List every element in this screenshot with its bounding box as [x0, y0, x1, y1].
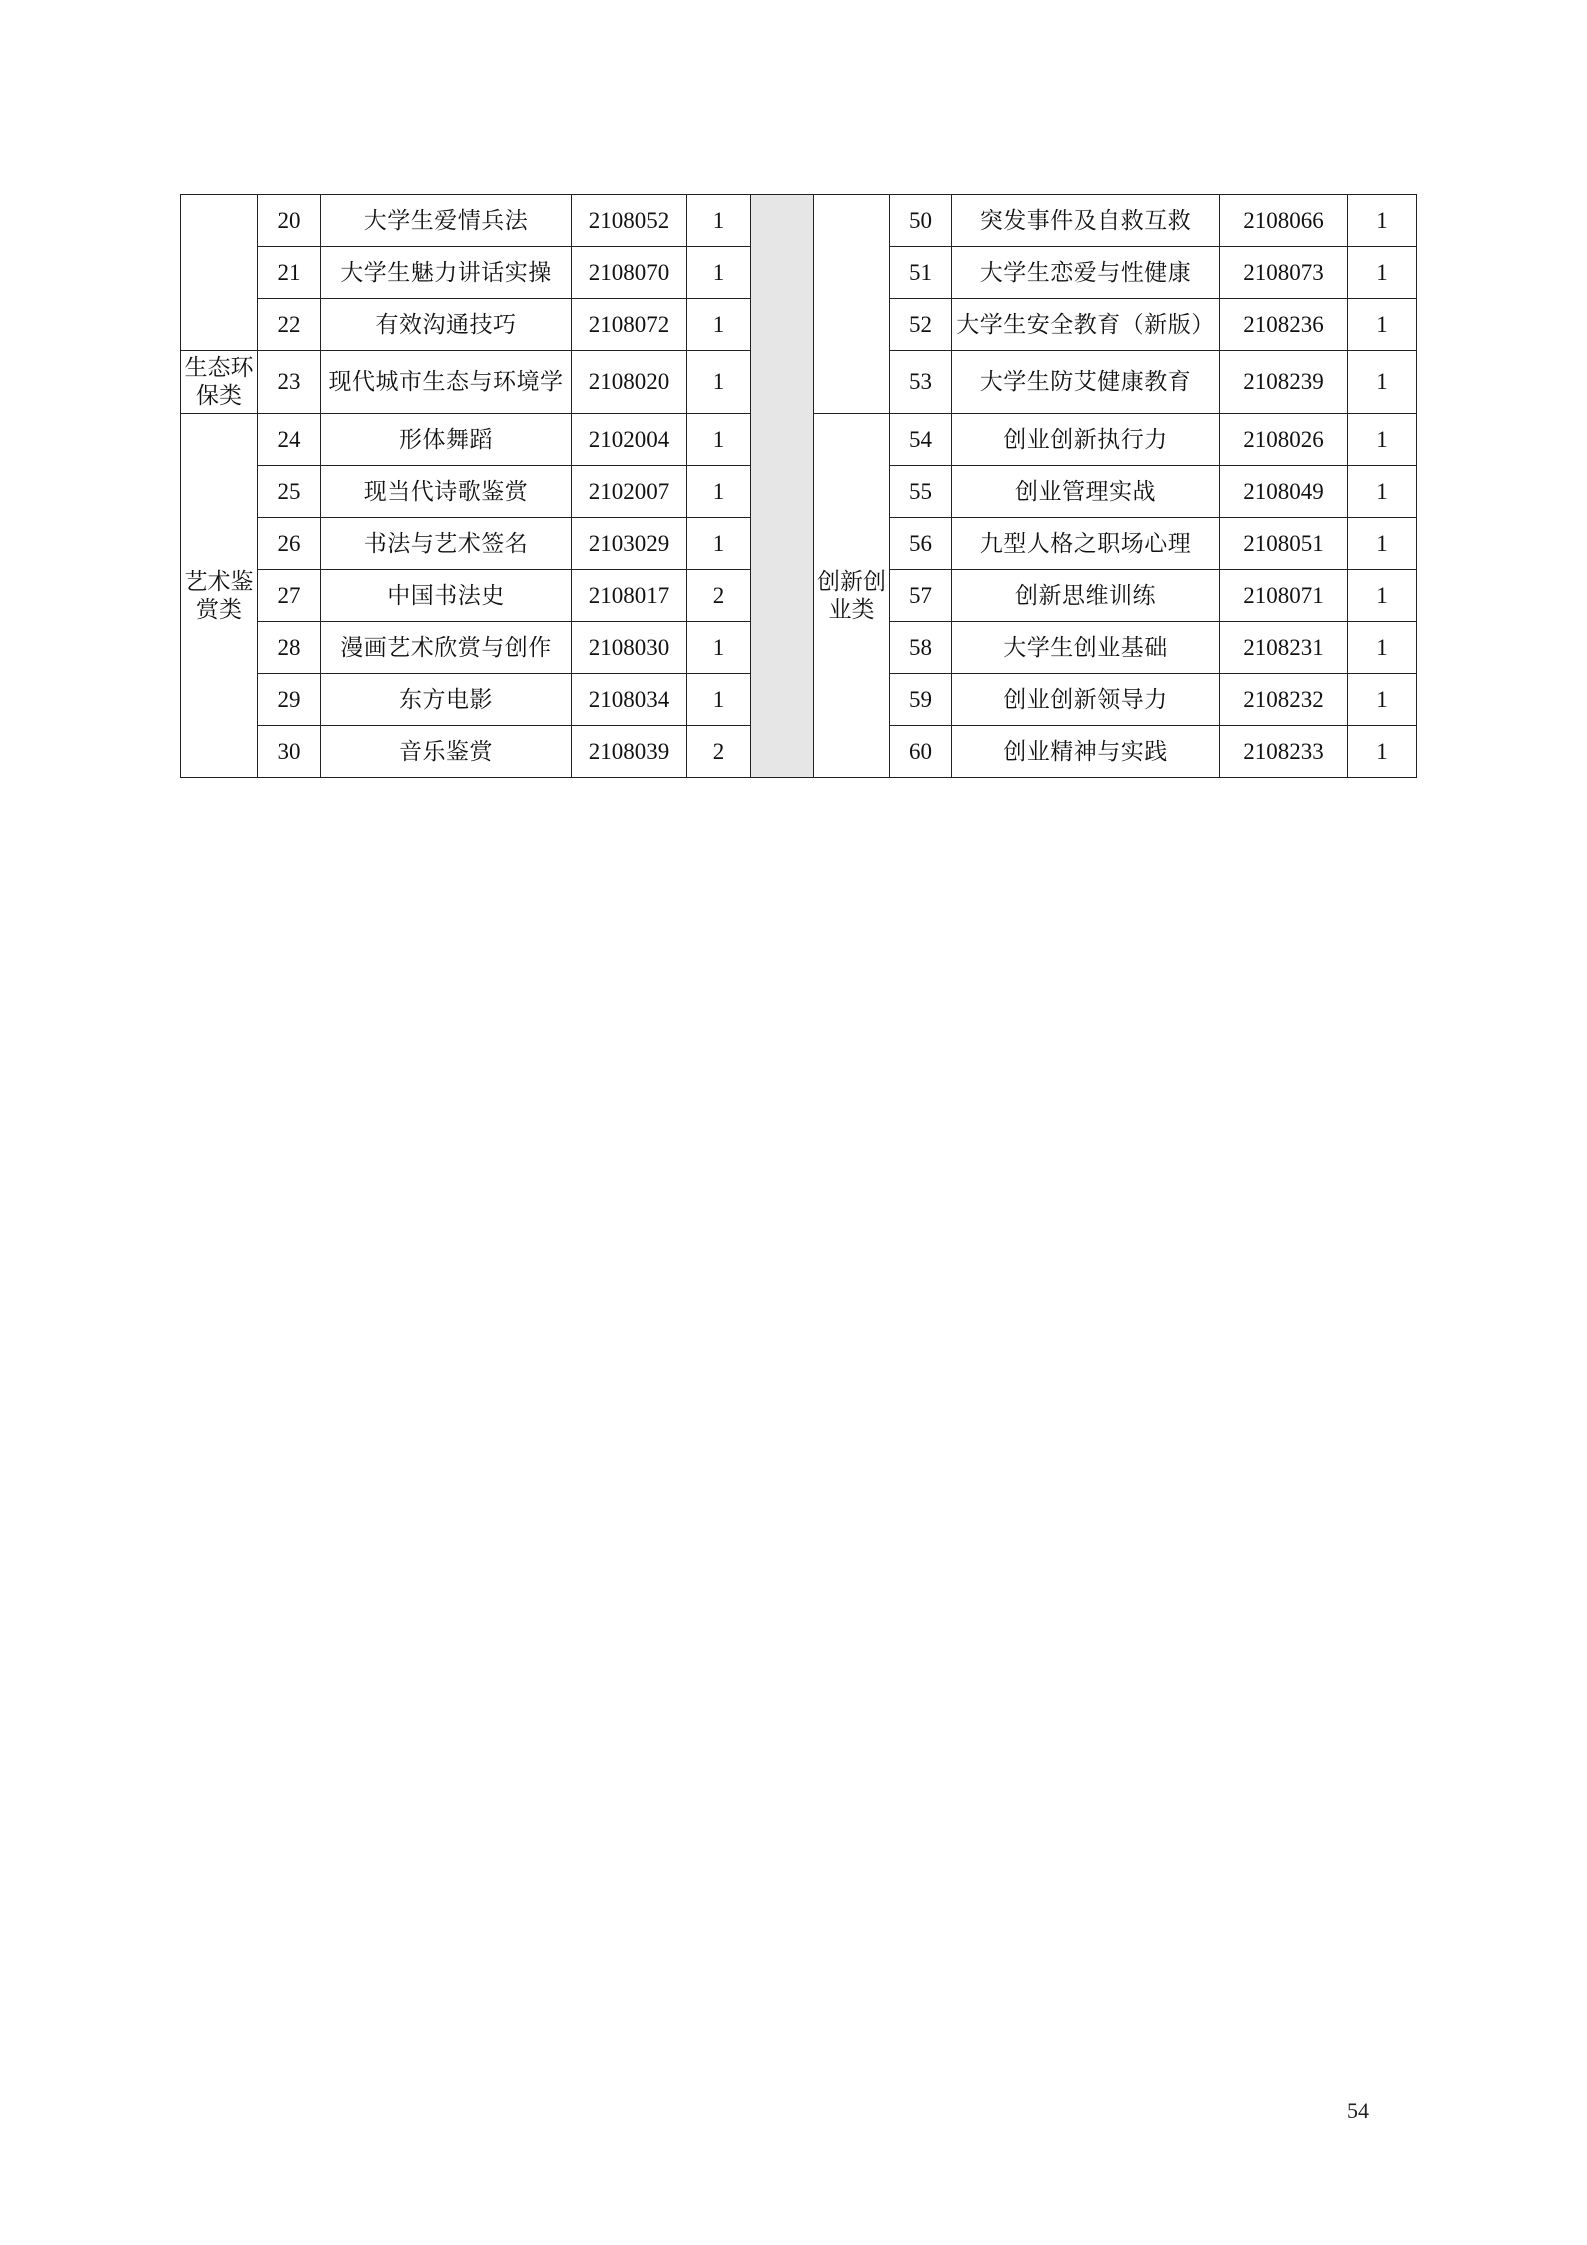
page-number: 54	[1347, 2098, 1369, 2123]
category-label-ecology: 生态环保类	[181, 351, 258, 414]
course-code: 2108073	[1220, 247, 1348, 299]
course-credit: 1	[687, 351, 751, 414]
course-credit: 1	[1348, 195, 1417, 247]
course-code: 2108052	[572, 195, 687, 247]
course-code: 2108231	[1220, 622, 1348, 674]
course-number: 60	[890, 726, 952, 778]
course-credit: 1	[687, 414, 751, 466]
course-credit: 1	[687, 518, 751, 570]
course-number: 57	[890, 570, 952, 622]
course-code: 2108232	[1220, 674, 1348, 726]
course-name: 形体舞蹈	[321, 414, 572, 466]
course-credit: 1	[1348, 518, 1417, 570]
course-code: 2108039	[572, 726, 687, 778]
course-code: 2108072	[572, 299, 687, 351]
course-credit: 1	[1348, 351, 1417, 414]
course-number: 22	[258, 299, 321, 351]
course-name: 创业管理实战	[952, 466, 1220, 518]
course-code: 2108071	[1220, 570, 1348, 622]
course-code: 2108030	[572, 622, 687, 674]
course-number: 54	[890, 414, 952, 466]
course-number: 51	[890, 247, 952, 299]
course-number: 52	[890, 299, 952, 351]
course-name: 创业创新执行力	[952, 414, 1220, 466]
course-name: 大学生恋爱与性健康	[952, 247, 1220, 299]
course-credit: 1	[1348, 622, 1417, 674]
course-name: 音乐鉴赏	[321, 726, 572, 778]
category-label-art: 艺术鉴赏类	[181, 414, 258, 778]
course-credit: 1	[687, 622, 751, 674]
course-name: 大学生魅力讲话实操	[321, 247, 572, 299]
course-credit: 1	[687, 674, 751, 726]
course-code: 2108233	[1220, 726, 1348, 778]
course-credit: 1	[1348, 414, 1417, 466]
course-name: 创业创新领导力	[952, 674, 1220, 726]
course-code: 2108066	[1220, 195, 1348, 247]
course-code: 2108236	[1220, 299, 1348, 351]
course-credit: 1	[1348, 247, 1417, 299]
course-name: 有效沟通技巧	[321, 299, 572, 351]
course-code: 2108034	[572, 674, 687, 726]
course-credit: 1	[1348, 466, 1417, 518]
course-credit: 1	[1348, 570, 1417, 622]
course-name: 创新思维训练	[952, 570, 1220, 622]
course-number: 28	[258, 622, 321, 674]
course-code: 2102004	[572, 414, 687, 466]
course-number: 29	[258, 674, 321, 726]
course-number: 56	[890, 518, 952, 570]
course-credit: 1	[1348, 674, 1417, 726]
course-code: 2108017	[572, 570, 687, 622]
category-cell-blank	[181, 195, 258, 351]
course-credit: 2	[687, 570, 751, 622]
course-number: 50	[890, 195, 952, 247]
course-code: 2108239	[1220, 351, 1348, 414]
course-credit: 1	[687, 466, 751, 518]
course-name: 书法与艺术签名	[321, 518, 572, 570]
elective-course-table	[180, 194, 1417, 778]
course-name: 现代城市生态与环境学	[321, 351, 572, 414]
course-code: 2108049	[1220, 466, 1348, 518]
course-name: 东方电影	[321, 674, 572, 726]
course-number: 55	[890, 466, 952, 518]
table-row	[181, 195, 1417, 247]
course-name: 大学生创业基础	[952, 622, 1220, 674]
category-label-innovation: 创新创业类	[814, 414, 890, 778]
course-name: 创业精神与实践	[952, 726, 1220, 778]
course-code: 2108070	[572, 247, 687, 299]
course-code: 2103029	[572, 518, 687, 570]
course-name: 突发事件及自救互救	[952, 195, 1220, 247]
course-code: 2108051	[1220, 518, 1348, 570]
course-number: 21	[258, 247, 321, 299]
course-name: 大学生安全教育（新版）	[952, 299, 1220, 351]
course-name: 现当代诗歌鉴赏	[321, 466, 572, 518]
course-number: 27	[258, 570, 321, 622]
course-credit: 1	[1348, 726, 1417, 778]
course-number: 25	[258, 466, 321, 518]
course-number: 24	[258, 414, 321, 466]
course-name: 大学生爱情兵法	[321, 195, 572, 247]
course-number: 20	[258, 195, 321, 247]
course-number: 23	[258, 351, 321, 414]
course-credit: 1	[687, 299, 751, 351]
course-name: 九型人格之职场心理	[952, 518, 1220, 570]
category-cell-blank	[814, 195, 890, 414]
course-number: 59	[890, 674, 952, 726]
course-code: 2108026	[1220, 414, 1348, 466]
course-credit: 1	[687, 247, 751, 299]
course-number: 26	[258, 518, 321, 570]
course-number: 53	[890, 351, 952, 414]
course-credit: 1	[687, 195, 751, 247]
course-code: 2102007	[572, 466, 687, 518]
course-number: 30	[258, 726, 321, 778]
course-credit: 1	[1348, 299, 1417, 351]
course-name: 漫画艺术欣赏与创作	[321, 622, 572, 674]
course-credit: 2	[687, 726, 751, 778]
course-name: 中国书法史	[321, 570, 572, 622]
shaded-separator-column	[751, 195, 814, 778]
course-number: 58	[890, 622, 952, 674]
course-code: 2108020	[572, 351, 687, 414]
course-name: 大学生防艾健康教育	[952, 351, 1220, 414]
